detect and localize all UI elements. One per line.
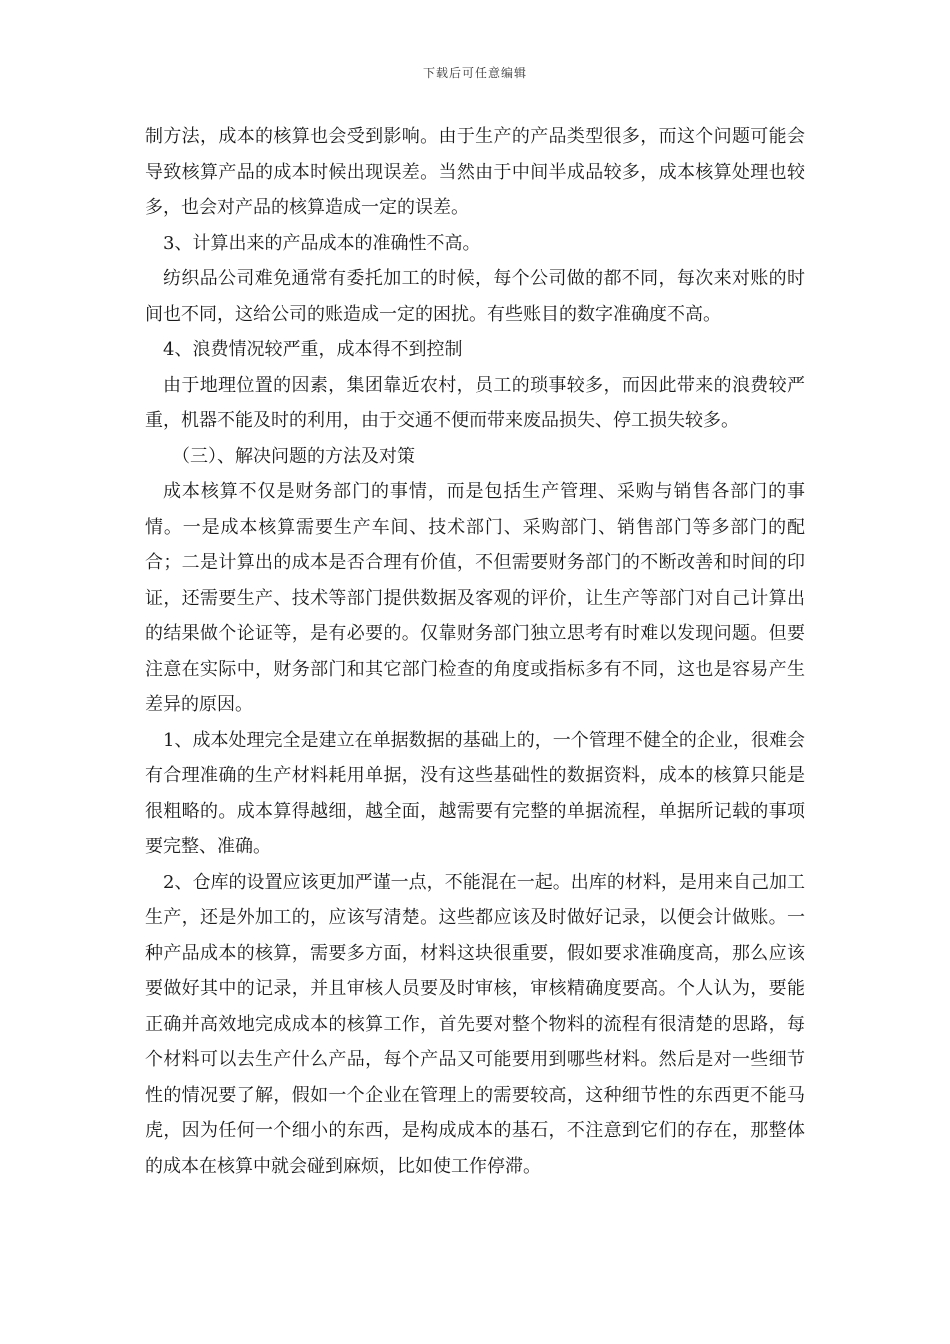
paragraph-continued: 制方法，成本的核算也会受到影响。由于生产的产品类型很多，而这个问题可能会导致核算产品的成本时候出现误差。当然由于中间半成品较多，成本核算处理也较多，也会对产品的核算造成一定的误差。 [145, 126, 805, 218]
page-header: 下载后可任意编辑 [422, 66, 527, 80]
list-item-4-heading: 4、浪费情况较严重，成本得不到控制 [163, 339, 463, 360]
paragraph: 由于地理位置的因素，集团靠近农村，员工的琐事较多，而因此带来的浪费较严重，机器不能及时的利用，由于交通不便而带来废品损失、停工损失较多。 [145, 374, 805, 431]
list-item-1: 1、成本处理完全是建立在单据数据的基础上的，一个管理不健全的企业，很难会有合理准确的生产材料耗用单据，没有这些基础性的数据资料，成本的核算只能是很粗略的。成本算得越细，越全面，越需要有完整的单据流程，单据所记载的事项要完整、准确。 [145, 729, 805, 857]
section-heading: （三）、解决问题的方法及对策 [172, 445, 415, 467]
list-item-3-heading: 3、计算出来的产品成本的准确性不高。 [163, 232, 481, 254]
list-item-2: 2、仓库的设置应该更加严谨一点，不能混在一起。出库的材料，是用来自己加工生产，还是外加工的，应该写清楚。这些都应该及时做好记录，以便会计做账。一种产品成本的核算，需要多方面，材料这块很重要，假如要求准确度高，那么应该要做好其中的记录，并且审核人员要及时审核，审核精确度要高。个人认为，要能正确并高效地完成成本的核算工作，首先要对整个物料的流程有很清楚的思路，每个材料可以去生产什么产品，每个产品又可能要用到哪些材料。然后是对一些细节性的情况要了解，假如一个企业在管理上的需要较高，这种细节性的东西更不能马虎，因为任何一个细小的东西，是构成成本的基石，不注意到它们的存在，那整体的成本在核算中就会碰到麻烦，比如使工作停滞。 [145, 871, 805, 1177]
paragraph: 纺织品公司难免通常有委托加工的时候，每个公司做的都不同，每次来对账的时间也不同，这给公司的账造成一定的困扰。有些账目的数字准确度不高。 [145, 268, 805, 325]
paragraph: 成本核算不仅是财务部门的事情，而是包括生产管理、采购与销售各部门的事情。一是成本核算需要生产车间、技术部门、采购部门、销售部门等多部门的配合；二是计算出的成本是否合理有价值，不但需要财务部门的不断改善和时间的印证，还需要生产、技术等部门提供数据及客观的评价，让生产等部门对自己计算出的结果做个论证等，是有必要的。仅靠财务部门独立思考有时难以发现问题。但要注意在实际中，财务部门和其它部门检查的角度或指标多有不同，这也是容易产生差异的原因。 [145, 481, 805, 715]
document-body [145, 119, 805, 1184]
